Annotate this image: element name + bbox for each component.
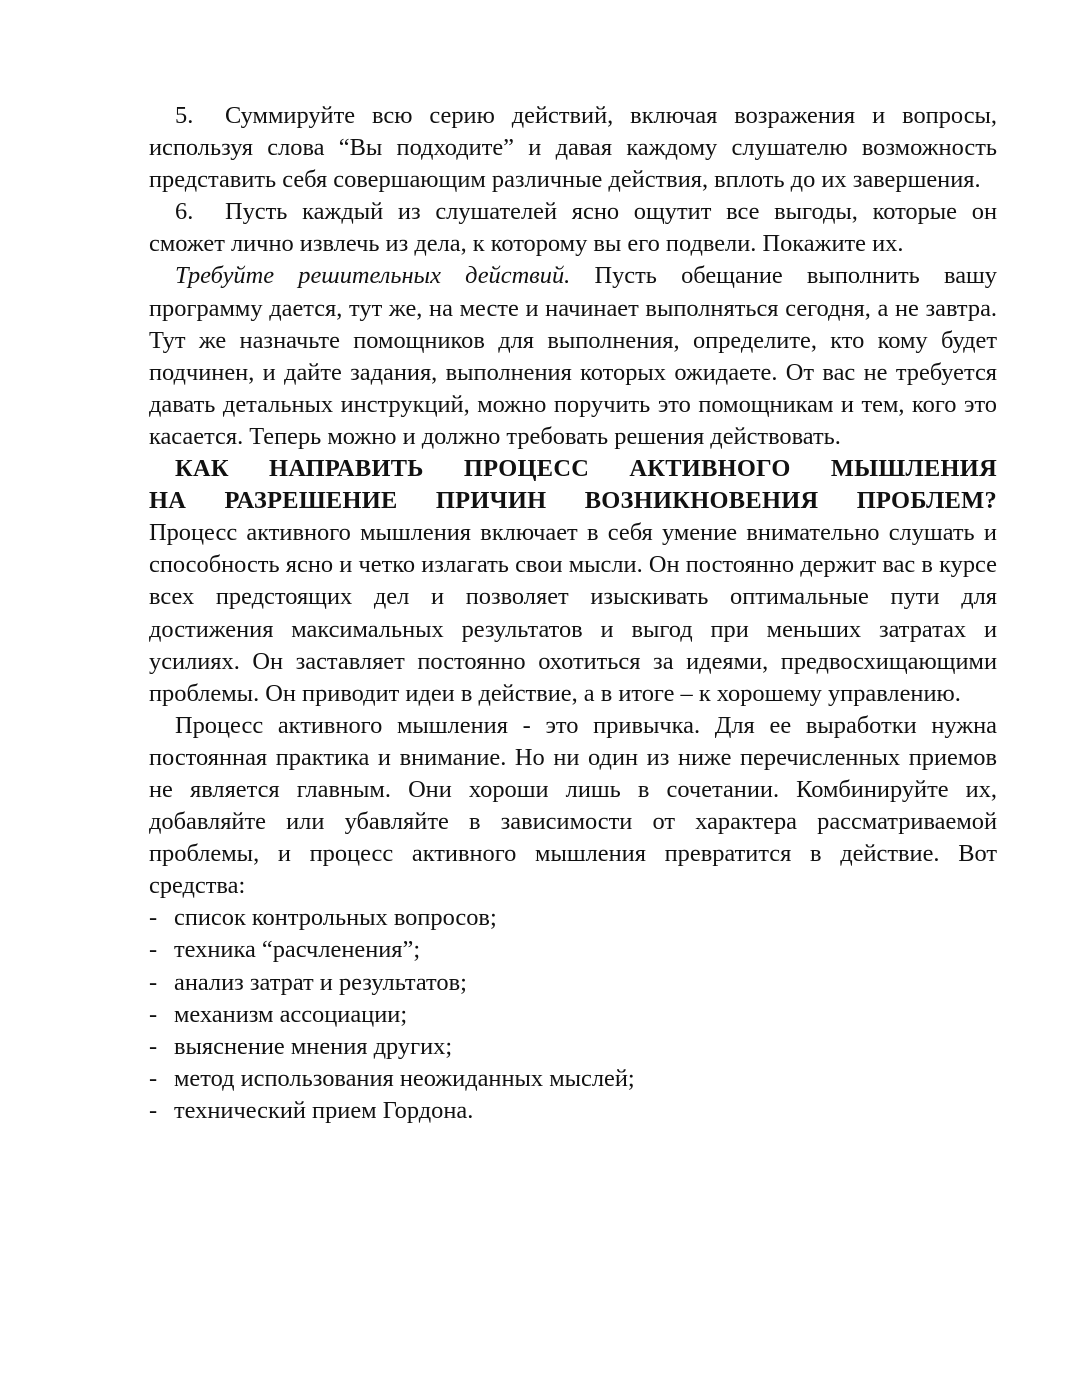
action-text: Пусть обещание выполнить вашу программу дается, тут же, на месте и начинает выполняться сегодня, а не завтра. Тут же назначьте помощников для выполнения, определите, кто кому будет подчинен, и дайте задания, выполнения которых ожидаете. От вас не требуется давать детальных инструкций, можно поручить это помощникам и тем, кого это касается. Теперь можно и должно требовать решения действовать. <box>149 262 997 450</box>
list-item-text: механизм ассоциации; <box>174 1000 408 1028</box>
list-item <box>149 934 997 966</box>
section-heading-line-2: НА РАЗРЕШЕНИЕ ПРИЧИН ВОЗНИКНОВЕНИЯ ПРОБЛЕМ? <box>149 487 997 515</box>
list-dash: - <box>149 968 158 996</box>
list-item-text: техника “расчленения”; <box>174 936 421 964</box>
list-item <box>149 1031 997 1063</box>
paragraph-active-thinking: Процесс активного мышления включает в себя умение внимательно слушать и способность ясно и четко излагать свои мысли. Он постоянно держит вас в курсе всех предстоящих дел и позволяет изыскивать оптимальные пути для достижения максимальных результатов и выгод при меньших затратах и усилиях. Он заставляет постоянно охотиться за идеями, предвосхищающими проблемы. Он приводит идеи в действие, а в итоге – к хорошему управлению. <box>149 519 997 707</box>
paragraph-habit: Процесс активного мышления - это привычка. Для ее выработки нужна постоянная практика и внимание. Но ни один из ниже перечисленных приемов не является главным. Они хороши лишь в сочетании. Комбинируйте их, добавляйте или убавляйте в зависимости от характера рассматриваемой проблемы, и процесс активного мышления превратится в действие. Вот средства: <box>149 711 997 900</box>
item-text: Пусть каждый из слушателей ясно ощутит все выгоды, которые он сможет лично извлечь из дела, к которому вы его подвели. Покажите их. <box>149 198 997 258</box>
section-heading-line-1: КАК НАПРАВИТЬ ПРОЦЕСС АКТИВНОГО МЫШЛЕНИЯ <box>175 455 997 483</box>
list-dash: - <box>149 936 158 964</box>
item-number: 6. <box>175 198 194 226</box>
list-item-text: метод использования неожиданных мыслей; <box>174 1064 635 1092</box>
list-dash: - <box>149 1032 158 1060</box>
list-item <box>149 999 997 1031</box>
list-item <box>149 1063 997 1095</box>
numbered-item-6 <box>149 196 997 260</box>
list-dash: - <box>149 904 158 932</box>
numbered-item-5 <box>149 100 997 196</box>
list-item-text: технический прием Гордона. <box>174 1096 474 1124</box>
list-item-text: выяснение мнения других; <box>174 1032 453 1060</box>
item-number: 5. <box>175 102 194 129</box>
list-dash: - <box>149 1000 158 1028</box>
document-page <box>149 100 997 1127</box>
action-lead-italic: Требуйте решительных действий. <box>175 262 571 290</box>
list-item-text: список контрольных вопросов; <box>174 904 497 932</box>
list-dash: - <box>149 1096 158 1124</box>
item-text: Суммируйте всю серию действий, включая возражения и вопросы, используя слова “Вы подходите” и давая каждому слушателю возможность представить себя совершающим различные действия, вплоть до их завершения. <box>149 102 997 194</box>
list-item <box>149 967 997 999</box>
list-item <box>149 902 997 934</box>
list-item <box>149 1095 997 1127</box>
list-dash: - <box>149 1064 158 1092</box>
action-paragraph <box>149 260 997 453</box>
list-item-text: анализ затрат и результатов; <box>174 968 467 996</box>
tools-list <box>149 902 997 1127</box>
